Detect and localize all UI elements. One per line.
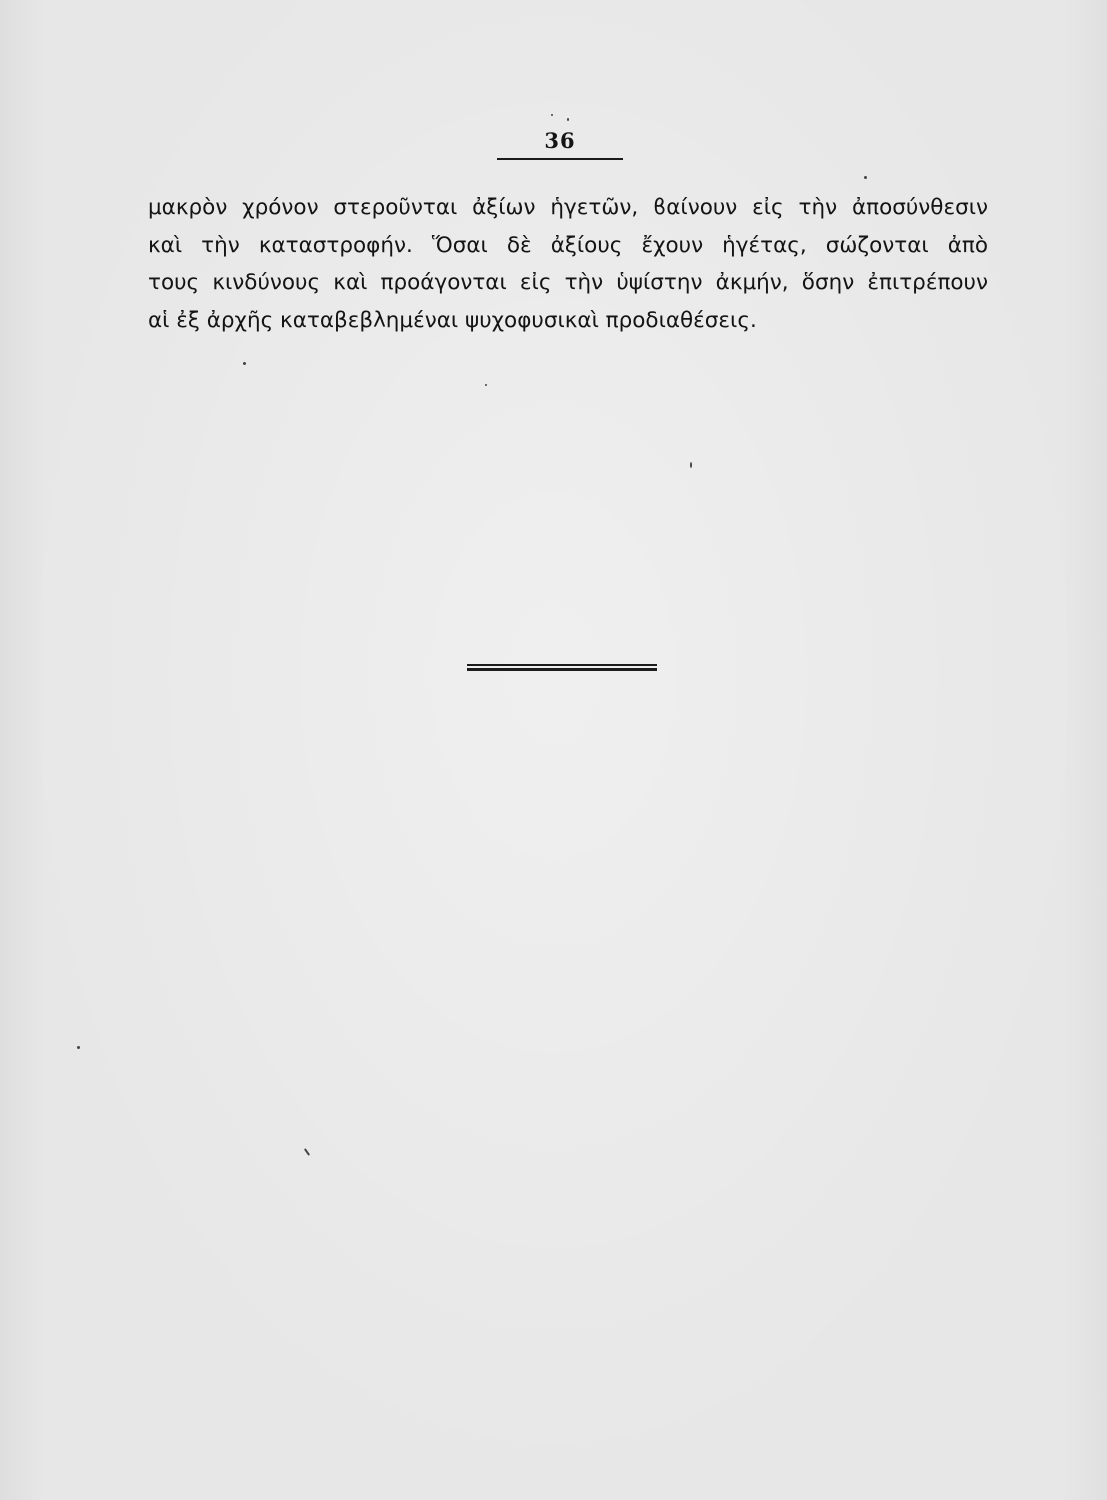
scan-speck (690, 462, 692, 468)
text-line: καὶ τὴν καταστροφήν. Ὅσαι δὲ ἀξίους ἔχουν ἡγέτας, σώζονται ἀπὸ (148, 232, 988, 258)
rule-lower-line (467, 668, 657, 671)
section-end-rule (467, 664, 657, 672)
scan-speck (485, 384, 487, 386)
scan-speck (864, 176, 867, 179)
text-line: τους κινδύνους καὶ προάγονται εἰς τὴν ὑψίστην ἀκμήν, ὅσην ἐπιτρέπουν (148, 270, 988, 295)
scan-speck (567, 118, 569, 121)
scan-speck (551, 114, 553, 116)
page-number: 36 (544, 128, 576, 153)
scan-speck (77, 1046, 80, 1049)
text-line: μακρὸν χρόνον στεροῦνται ἀξίων ἡγετῶν, ϐαίνουν εἰς τὴν ἀποσύνθεσιν (148, 195, 988, 220)
text-line: αἱ ἐξ ἀρχῆς καταβεβλημέναι ψυχοφυσικαὶ προδιαθέσεις. (148, 307, 757, 333)
rule-upper-line (467, 664, 657, 666)
header-rule (497, 158, 623, 160)
body-paragraph (148, 189, 988, 339)
scan-speck (243, 362, 246, 365)
scan-speck (304, 1148, 310, 1156)
